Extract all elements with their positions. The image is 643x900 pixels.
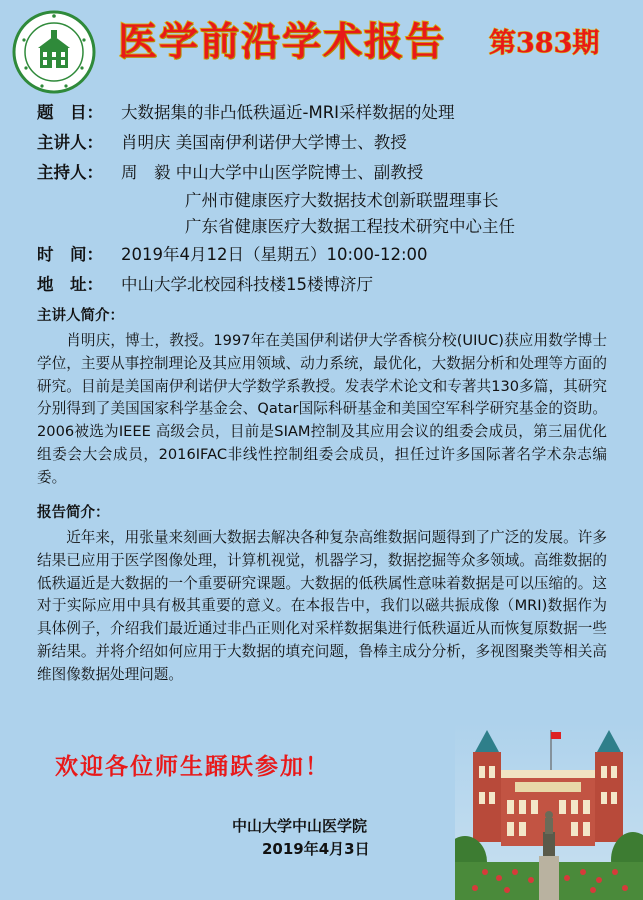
university-seal-icon: [12, 10, 96, 94]
host-title-line: 广州市健康医疗大数据技术创新联盟理事长: [185, 191, 499, 210]
time-value: 2019年4月12日（星期五）10:00-12:00: [121, 245, 428, 264]
topic-value: 大数据集的非凸低秩逼近-MRI采样数据的处理: [121, 103, 455, 122]
page-title: 医学前沿学术报告: [118, 19, 447, 65]
time-label: 时 间：: [37, 245, 103, 264]
issue-number: 第383期: [489, 28, 600, 59]
campus-building-image: [455, 722, 643, 900]
speaker-row: [37, 130, 407, 156]
speaker-value: 肖明庆 美国南伊利诺伊大学博士、教授: [121, 133, 407, 152]
topic-row: [37, 100, 455, 126]
abstract-text: 近年来，用张量来刻画大数据去解决各种复杂高维数据问题得到了广泛的发展。许多结果已应用于医学图像处理，计算机视觉，机器学习，数据挖掘等众多领域。高维数据的低秩逼近是大数据的一个重要研究课题。大数据的低秩属性意味着数据是可以压缩的。这对于实际应用中具有极其重要的意义。在本报告中，我们以磁共振成像（MRI)数据作为具体例子，介绍我们最近通过非凸正则化对采样数据集进行低秩逼近从而恢复原数据一些新结果。并将介绍如何应用于大数据的填充问题，鲁棒主成分分析，多视图聚类等相关高维图像数据处理问题。: [37, 529, 607, 683]
speaker-label: 主讲人：: [37, 133, 103, 152]
place-row: [37, 272, 373, 298]
time-row: [37, 242, 428, 268]
speaker-bio-heading: 主讲人简介：: [37, 308, 124, 324]
welcome-message: 欢迎各位师生踊跃参加！: [55, 754, 330, 780]
host-row: [37, 160, 423, 186]
place-label: 地 址：: [37, 275, 103, 294]
host-value: 周 毅 中山大学中山医学院博士、副教授: [121, 163, 424, 182]
topic-label: 题 目：: [37, 103, 103, 122]
host-title-line: 广东省健康医疗大数据工程技术研究中心主任: [185, 217, 515, 236]
place-value: 中山大学北校园科技楼15楼博济厅: [121, 275, 373, 294]
speaker-bio-text: 肖明庆，博士，教授。1997年在美国伊利诺伊大学香槟分校(UIUC)获应用数学博士学位，主要从事控制理论及其应用领域、动力系统，最优化，大数据分析和处理等方面的研究。目前是美国南伊利诺伊大学数学系教授。发表学术论文和专著共130多篇，其研究分别得到了美国国家科学基金会、Qatar国际科研基金和美国空军科学研究基金的资助。2006被选为IEEE 高级会员，目前是SIAM控制及其应用会议的组委会成员，第三届优化组委会大会成员，2016IFAC非线性控制组委会成员，担任过许多国际著名学术杂志编委。: [37, 332, 607, 486]
host-label: 主持人：: [37, 163, 103, 182]
footer-organization: 中山大学中山医学院: [232, 817, 368, 835]
footer-date: 2019年4月3日: [262, 840, 370, 858]
abstract-heading: 报告简介：: [37, 505, 110, 521]
